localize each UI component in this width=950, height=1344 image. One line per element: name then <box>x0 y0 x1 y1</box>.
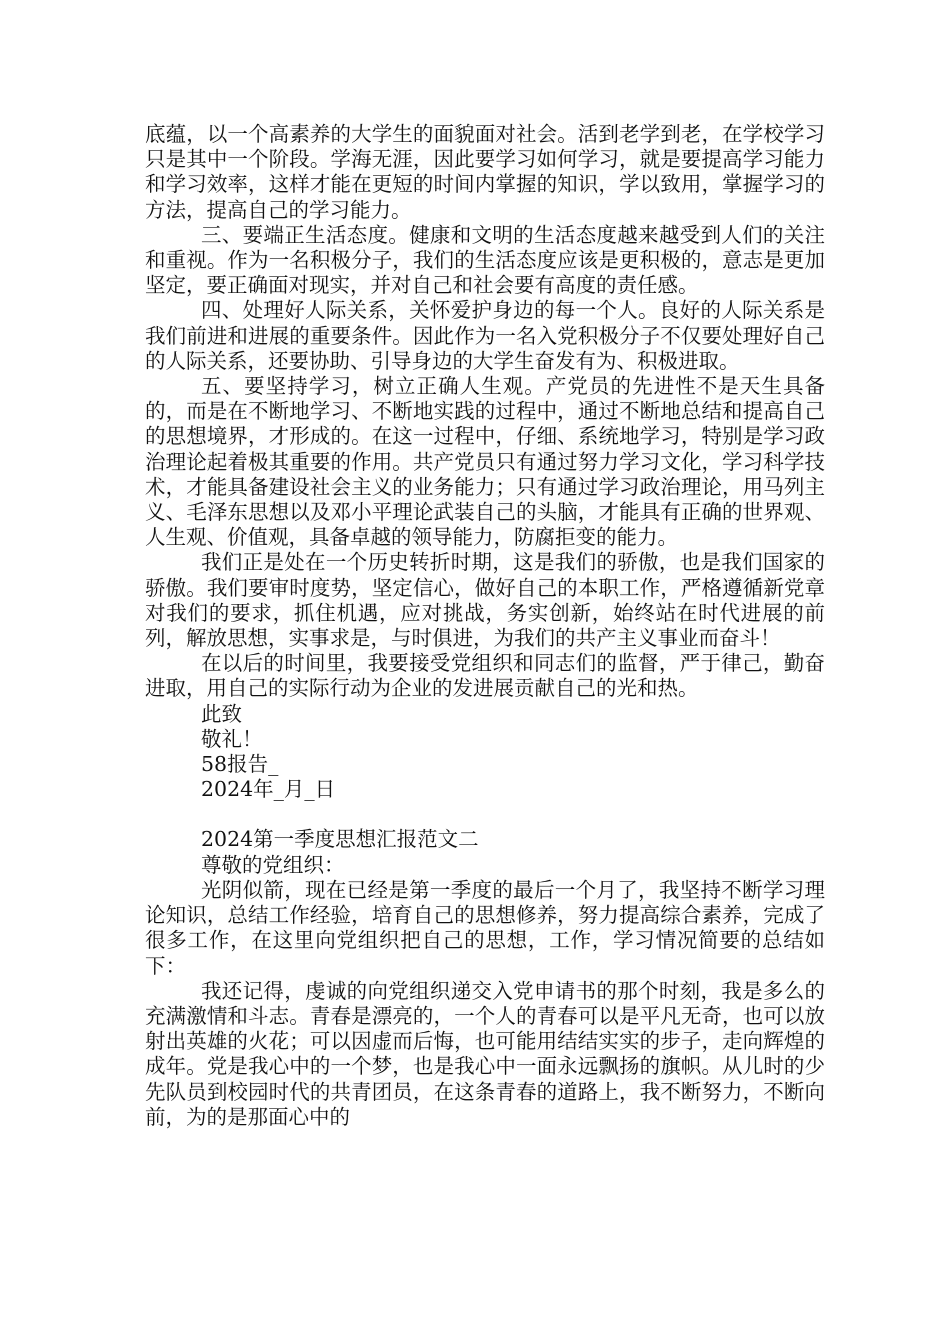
body-paragraph: 五、要坚持学习，树立正确人生观。产党员的先进性不是天生具备的，而是在不断地学习、不断地实践的过程中，通过不断地总结和提高自己的思想境界，才形成的。在这一过程中，仔细、系统地学习，特别是学习政治理论起着极其重要的作用。共产党员只有通过努力学习文化，学习科学技术，才能具备建设社会主义的业务能力；只有通过学习政治理论，用马列主义、毛泽东思想以及邓小平理论武装自己的头脑，才能具有正确的世界观、人生观、价值观，具备卓越的领导能力，防腐拒变的能力。 <box>145 374 825 550</box>
letter-greeting: 尊敬的党组织： <box>201 852 345 877</box>
section-gap <box>145 802 825 827</box>
body-paragraph: 在以后的时间里，我要接受党组织和同志们的监督，严于律己，勤奋进取，用自己的实际行动为企业的发进展贡献自己的光和热。 <box>145 651 825 701</box>
letter-salute: 敬礼！ <box>201 726 263 751</box>
section-title: 2024第一季度思想汇报范文二 <box>201 827 479 852</box>
body-paragraph: 光阴似箭，现在已经是第一季度的最后一个月了，我坚持不断学习理论知识，总结工作经验，培育自己的思想修养，努力提高综合素养，完成了很多工作，在这里向党组织把自己的思想，工作，学习情况简要的总结如下： <box>145 877 825 978</box>
body-paragraph: 四、处理好人际关系，关怀爱护身边的每一个人。良好的人际关系是我们前进和进展的重要条件。因此作为一名入党积极分子不仅要处理好自己的人际关系，还要协助、引导身边的大学生奋发有为、积极进取。 <box>145 298 825 373</box>
body-paragraph: 我还记得，虔诚的向党组织递交入党申请书的那个时刻，我是多么的充满激情和斗志。青春是漂亮的，一个人的青春可以是平凡无奇，也可以放射出英雄的火花；可以因虚而后悔，也可能用结结实实的步子，走向辉煌的成年。党是我心中的一个梦，也是我心中一面永远飘扬的旗帜。从儿时的少先队员到校园时代的共青团员，在这条青春的道路上，我不断努力，不断向前，为的是那面心中的 <box>145 978 825 1129</box>
letter-date: 2024年_月_日 <box>201 777 336 802</box>
letter-signer: 58报告_ <box>201 752 279 777</box>
body-paragraph: 底蕴，以一个高素养的大学生的面貌面对社会。活到老学到老，在学校学习只是其中一个阶段。学海无涯，因此要学习如何学习，就是要提高学习能力和学习效率，这样才能在更短的时间内掌握的知识，学以致用，掌握学习的方法，提高自己的学习能力。 <box>145 122 825 222</box>
letter-closing: 此致 <box>201 701 242 726</box>
document-page <box>145 122 825 1130</box>
body-paragraph: 三、要端正生活态度。健康和文明的生活态度越来越受到人们的关注和重视。作为一名积极分子，我们的生活态度应该是更积极的，意志是更加坚定，要正确面对现实，并对自己和社会要有高度的责任感。 <box>145 222 825 298</box>
body-paragraph: 我们正是处在一个历史转折时期，这是我们的骄傲，也是我们国家的骄傲。我们要审时度势，坚定信心，做好自己的本职工作，严格遵循新党章对我们的要求，抓住机遇，应对挑战，务实创新，始终站在时代进展的前列，解放思想，实事求是，与时俱进，为我们的共产主义事业而奋斗！ <box>145 550 825 651</box>
